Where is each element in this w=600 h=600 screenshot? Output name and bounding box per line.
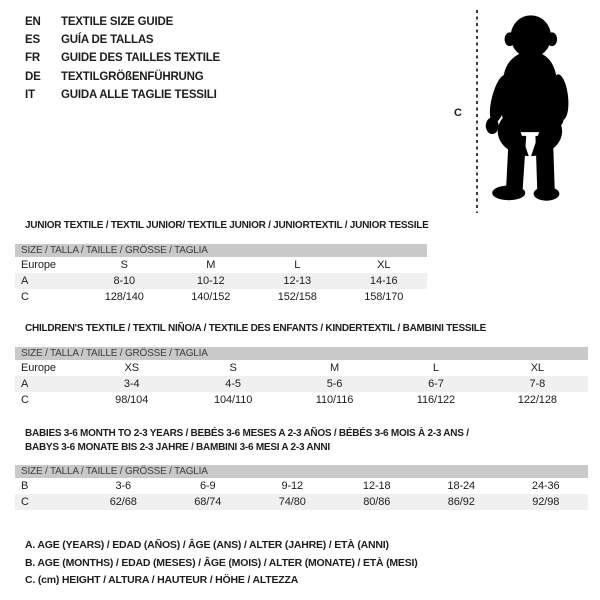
size-cell: XS — [124, 362, 139, 374]
age-cell: 5-6 — [326, 378, 343, 390]
size-cell: L — [294, 259, 301, 271]
language-row-en — [25, 13, 220, 31]
row-label: Europe — [21, 362, 56, 374]
size-cell: S — [229, 362, 237, 374]
height-cell: 152/158 — [277, 291, 317, 303]
junior-row-age — [15, 273, 427, 289]
height-cell: 140/152 — [191, 291, 231, 303]
height-cell: 122/128 — [517, 394, 557, 406]
height-cell: 116/122 — [416, 394, 456, 406]
baby-figure — [450, 8, 580, 215]
height-cell: 92/98 — [532, 496, 560, 508]
baby-silhouette-icon — [483, 8, 575, 214]
row-label: C — [21, 394, 29, 406]
age-cell: 24-36 — [531, 480, 560, 492]
language-title-block — [25, 13, 220, 104]
age-cell: 12-18 — [362, 480, 391, 492]
language-row-es — [25, 31, 220, 49]
junior-section — [15, 219, 427, 305]
junior-section-title: JUNIOR TEXTILE / TEXTIL JUNIOR/ TEXTILE JUNIOR / JUNIORTEXTIL / JUNIOR TESSILE — [25, 220, 429, 231]
height-measure-line — [476, 10, 478, 213]
size-cell: L — [432, 362, 439, 374]
language-row-fr — [25, 49, 220, 67]
row-label: C — [21, 291, 29, 303]
age-cell: 7-8 — [529, 378, 546, 390]
language-code: ES — [25, 34, 40, 47]
junior-size-header-bar: SIZE / TALLA / TAILLE / GRÖSSE / TAGLIA — [15, 244, 427, 257]
height-cell: 110/116 — [315, 394, 354, 406]
height-cell: 80/86 — [363, 496, 391, 508]
height-cell: 104/110 — [213, 394, 253, 406]
row-label: B — [21, 480, 29, 492]
age-cell: 3-4 — [123, 378, 140, 390]
height-cell: 86/92 — [447, 496, 475, 508]
children-section-title: CHILDREN'S TEXTILE / TEXTIL NIÑO/A / TEXTILE DES ENFANTS / KINDERTEXTIL / BAMBINI TESSILE — [25, 323, 487, 334]
footnote-b: B. AGE (MONTHS) / EDAD (MESES) / ÂGE (MOIS) / ALTER (MONATE) / ETÀ (MESI) — [25, 556, 418, 569]
age-cell: 18-24 — [447, 480, 476, 492]
children-size-header-bar: SIZE / TALLA / TAILLE / GRÖSSE / TAGLIA — [15, 347, 588, 360]
height-cell: 62/68 — [109, 496, 137, 508]
age-cell: 3-6 — [115, 480, 132, 492]
height-cell: 158/170 — [364, 291, 404, 303]
language-title: TEXTILGRÖßENFÜHRUNG — [61, 70, 204, 83]
language-title: GUÍA DE TALLAS — [61, 34, 154, 47]
language-row-it — [25, 86, 220, 104]
junior-row-europe — [15, 257, 427, 273]
size-cell: XL — [377, 259, 391, 271]
language-title: GUIDA ALLE TAGLIE TESSILI — [61, 88, 217, 101]
language-code: IT — [25, 88, 35, 101]
size-cell: M — [206, 259, 216, 271]
babies-size-header-bar: SIZE / TALLA / TAILLE / GRÖSSE / TAGLIA — [15, 465, 588, 478]
age-cell: 8-10 — [113, 275, 136, 287]
language-title: GUIDE DES TAILLES TEXTILE — [61, 52, 220, 65]
footnote-c: C. (cm) HEIGHT / ALTURA / HAUTEUR / HÖHE / ALTEZZA — [25, 574, 299, 586]
size-cell: XL — [530, 362, 544, 374]
children-row-height — [15, 392, 588, 408]
footnotes — [25, 537, 418, 590]
height-cell: 128/140 — [104, 291, 144, 303]
size-cell: M — [329, 362, 340, 374]
age-cell: 14-16 — [369, 275, 398, 287]
row-label: A — [21, 275, 29, 287]
language-title: TEXTILE SIZE GUIDE — [61, 16, 174, 28]
row-label: A — [21, 378, 29, 390]
babies-section-title-line1: BABIES 3-6 MONTH TO 2-3 YEARS / BEBÉS 3-6 MESES A 2-3 AÑOS / BÉBÉS 3-6 MOIS À 2-3 ANS / — [25, 428, 469, 439]
height-cell: 74/80 — [278, 496, 306, 508]
age-cell: 4-5 — [225, 378, 241, 390]
babies-row-height — [15, 494, 588, 510]
junior-row-height — [15, 289, 427, 305]
language-code: FR — [25, 52, 40, 65]
language-code: EN — [25, 16, 41, 28]
age-cell: 12-13 — [283, 275, 312, 287]
children-section — [15, 322, 588, 408]
height-cell: 98/104 — [115, 394, 149, 406]
language-code: DE — [25, 70, 41, 83]
children-row-age — [15, 376, 588, 392]
row-label: Europe — [21, 259, 56, 271]
children-row-europe — [15, 360, 588, 376]
size-cell: S — [120, 259, 128, 271]
height-measure-label: C — [454, 107, 462, 119]
language-row-de — [25, 68, 220, 86]
row-label: C — [21, 496, 29, 508]
babies-row-age — [15, 478, 588, 494]
footnote-a: A. AGE (YEARS) / EDAD (AÑOS) / ÂGE (ANS) / ALTER (JAHRE) / ETÀ (ANNI) — [25, 539, 389, 551]
babies-section-title-line2: BABYS 3-6 MONATE BIS 2-3 JAHRE / BAMBINI 3-6 MESI A 2-3 ANNI — [25, 442, 330, 453]
age-cell: 6-9 — [199, 480, 216, 492]
age-cell: 10-12 — [196, 275, 225, 287]
babies-section — [15, 427, 588, 510]
height-cell: 68/74 — [194, 496, 222, 508]
age-cell: 9-12 — [281, 480, 304, 492]
age-cell: 6-7 — [428, 378, 444, 390]
